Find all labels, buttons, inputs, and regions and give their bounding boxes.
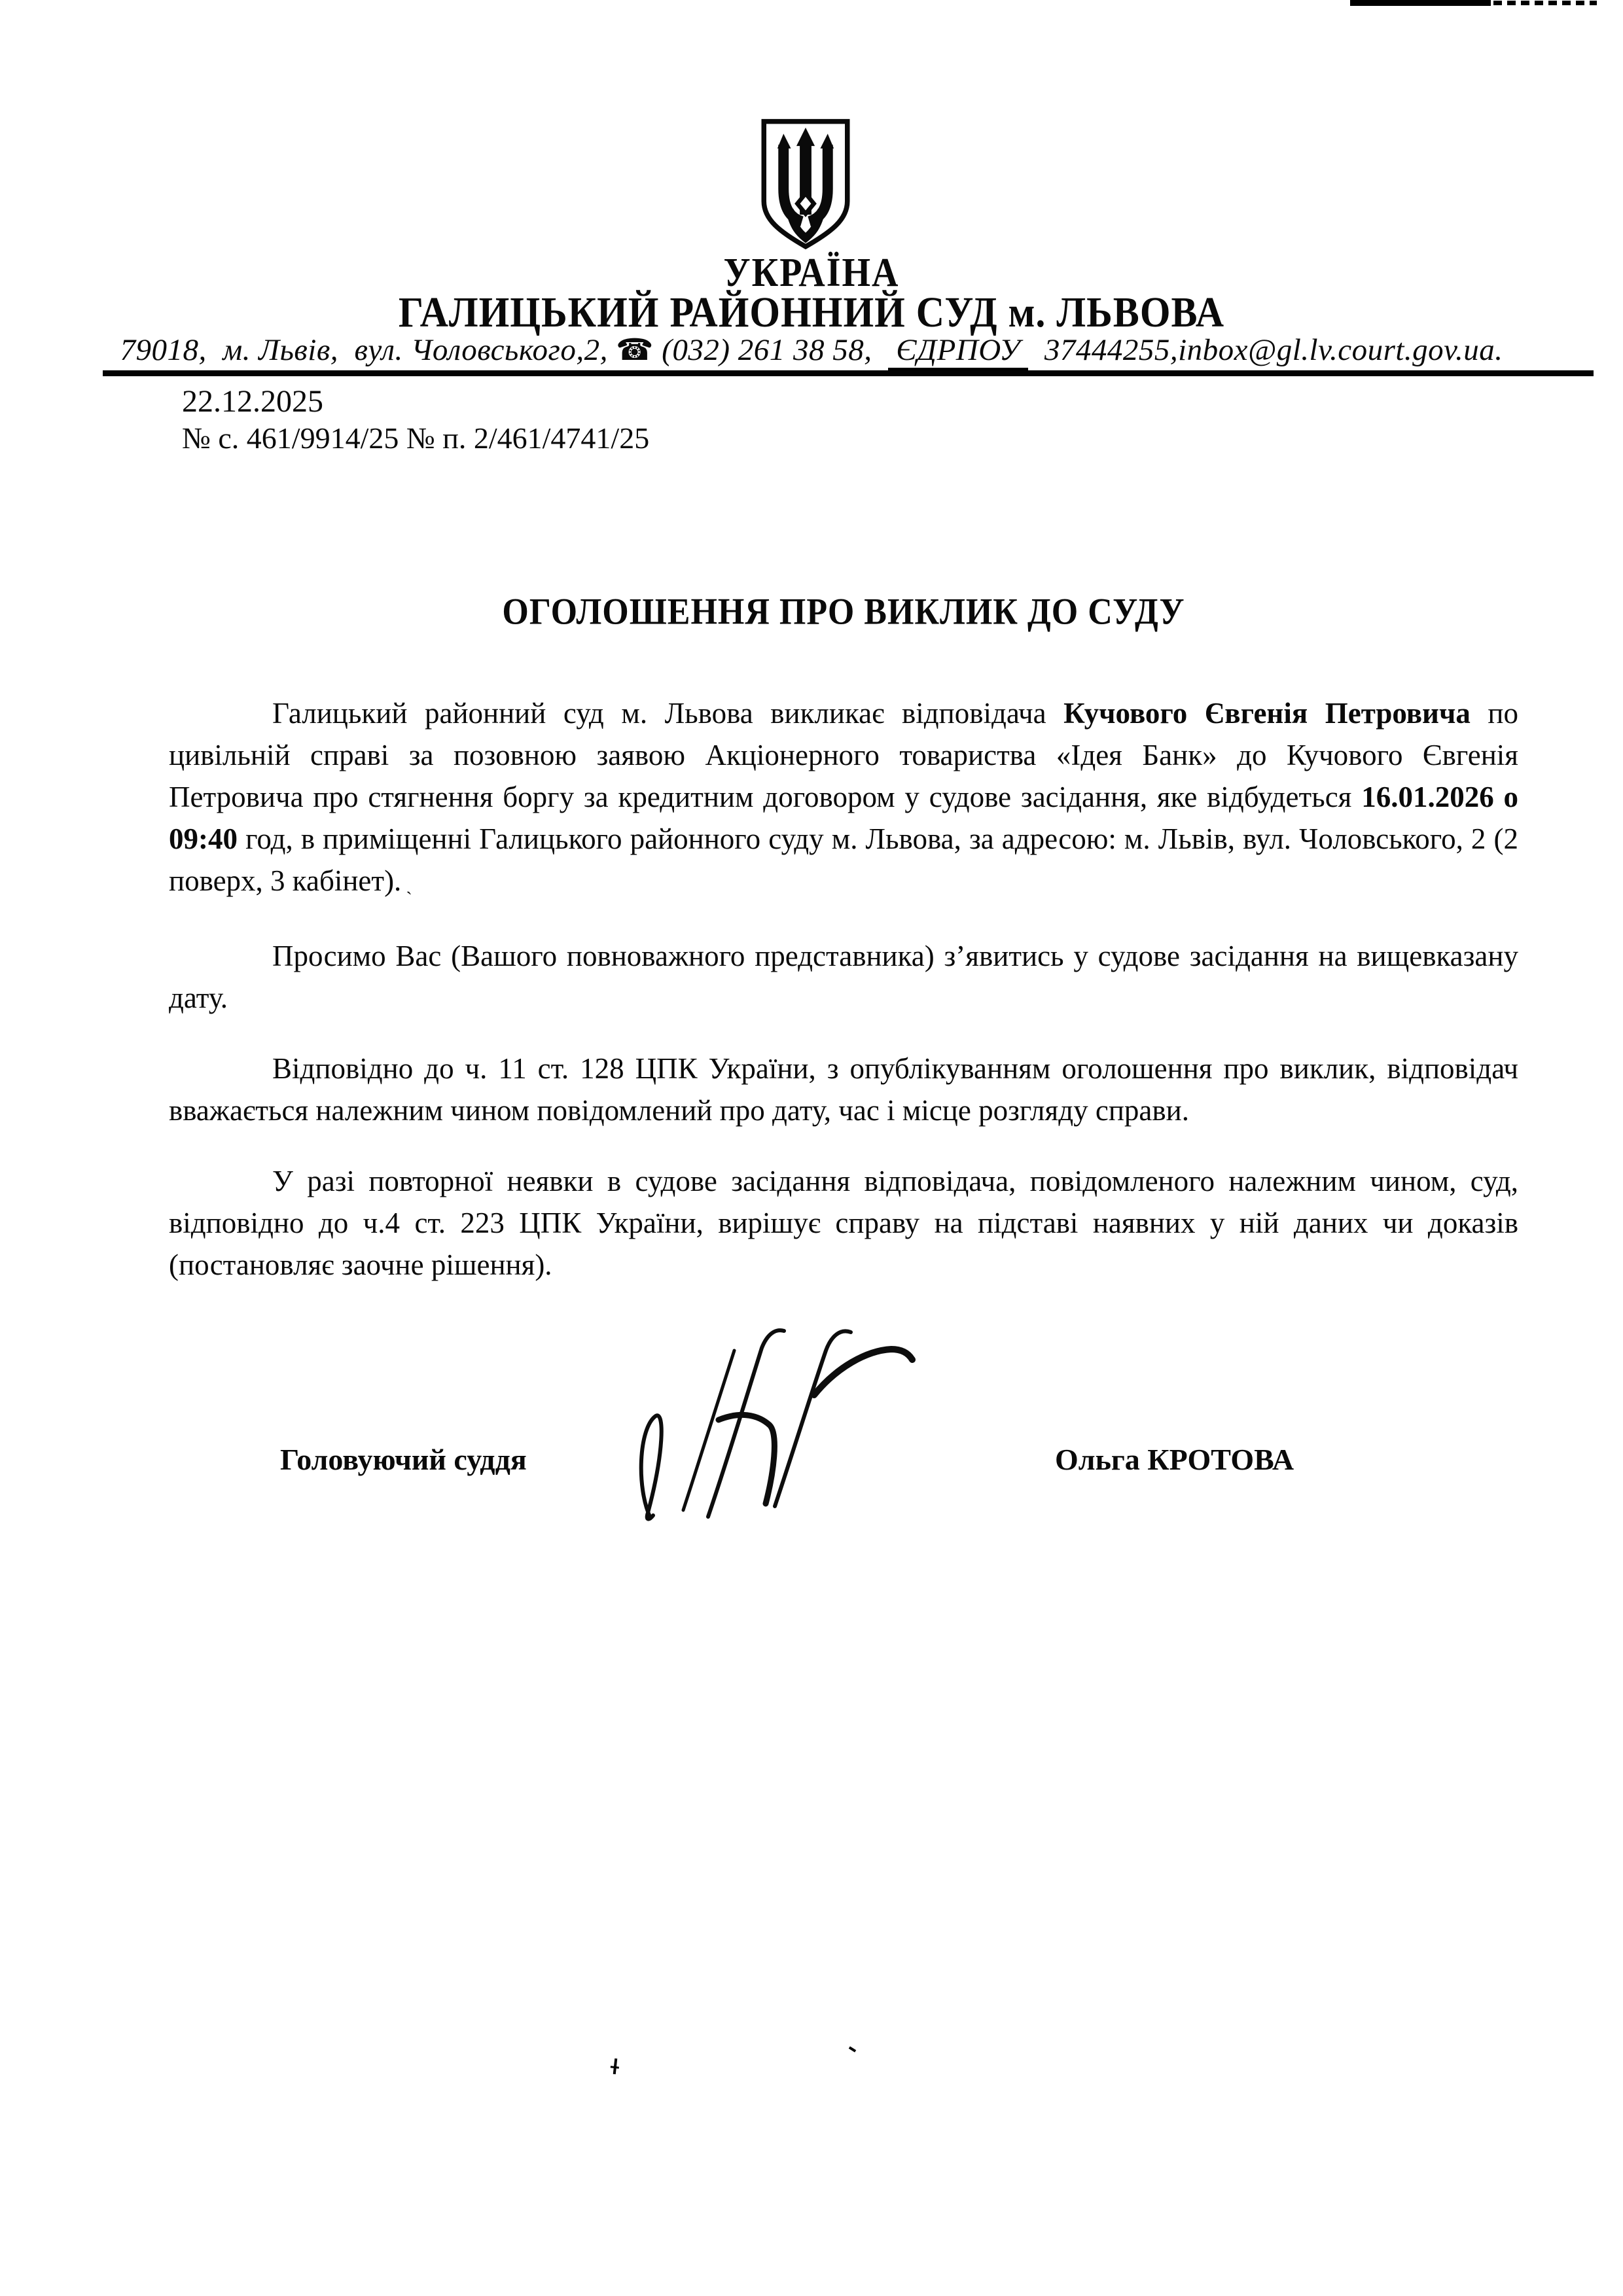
scan-artifact-mark: ˏ (401, 875, 412, 895)
scan-speck (849, 2046, 856, 2052)
paragraph-request-to-appear (169, 935, 1518, 1019)
signatory-name: Ольга КРОТОВА (1055, 1443, 1294, 1476)
text-segment: Відповідно до ч. 11 ст. 128 ЦПК України, з опублікуванням оголошення про виклик, відповідач вважається належним чином повідомлений про дату, час і місце розгляду справи. (169, 1052, 1518, 1127)
paragraph-notification-clause (169, 1048, 1518, 1131)
text-segment: Просимо Вас (Вашого повноважного представника) з’явитись у судове засідання на вищевказану дату. (169, 940, 1518, 1014)
document-body (169, 692, 1518, 1315)
text-segment: 37444255,inbox@gl.lv.court.gov.ua. (1028, 333, 1503, 367)
header-divider (103, 370, 1594, 376)
text-segment: Галицький районний суд м. Львова викликає відповідача (272, 697, 1064, 730)
country-name: УКРАЇНА (723, 250, 900, 296)
handwritten-signature (610, 1316, 918, 1526)
document-title: ОГОЛОШЕННЯ ПРО ВИКЛИК ДО СУДУ (502, 592, 1185, 633)
court-address-line (0, 331, 1623, 368)
scan-artifact-bar-dashes (1493, 1, 1597, 5)
text-segment: У разі повторної неявки в судове засідання відповідача, повідомленого належним чином, суд, відповідно до ч.4 ст. 223 ЦПК України, вирішує справу на підставі наявних у ній даних чи доказів (постановляє заочне рішення). (169, 1165, 1518, 1281)
scan-artifact-bar (1350, 0, 1491, 6)
text-segment: год, в приміщенні Галицького районного суду м. Львова, за адресою: м. Львів, вул. Чоловського, 2 (2 поверх, 3 кабінет). (169, 822, 1518, 897)
text-segment: 16.01.2026 о 09:40 (169, 781, 1518, 855)
document-date: 22.12.2025 (182, 384, 323, 419)
paragraph-absence-consequences (169, 1160, 1518, 1286)
signatory-role: Головуючий суддя (280, 1443, 527, 1476)
court-name: ГАЛИЦЬКИЙ РАЙОННИЙ СУД м. ЛЬВОВА (398, 288, 1225, 336)
text-segment: по цивільній справі за позовною заявою Акціонерного товариства «Ідея Банк» до Кучового Євгенія Петровича про стягнення боргу за кредитним договором у судове засідання, яке відбудеться (169, 697, 1518, 813)
text-segment: 79018, м. Львів, вул. Чоловського,2, (120, 333, 616, 367)
ukraine-trident-emblem (757, 111, 855, 260)
scan-speck (613, 2058, 617, 2074)
paragraph-summons (169, 692, 1518, 906)
phone-icon: ☎ (616, 332, 654, 367)
text-segment: (032) 261 38 58, (653, 333, 888, 367)
case-numbers: № с. 461/9914/25 № п. 2/461/4741/25 (182, 421, 650, 455)
text-segment: ЄДРПОУ (888, 333, 1028, 372)
text-segment: Кучового Євгенія Петровича (1063, 697, 1471, 730)
